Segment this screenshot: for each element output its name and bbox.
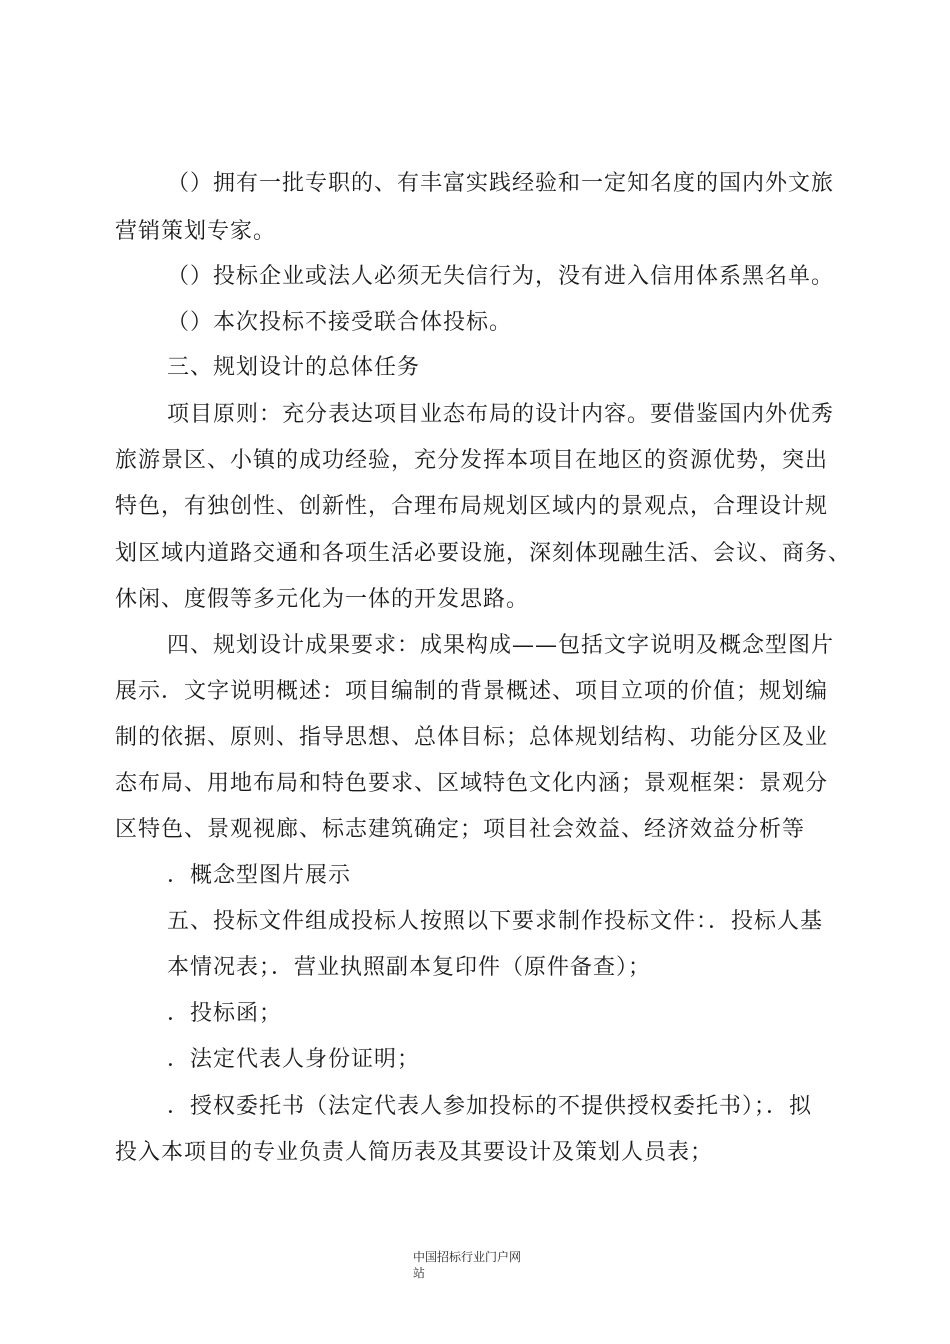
paragraph-line: （）投标企业或法人必须无失信行为，没有进入信用体系黑名单。 [167,264,835,289]
paragraph-line: 营销策划专家。 [115,219,277,244]
paragraph-line: 本情况表；．营业执照副本复印件（原件备查）； [167,955,652,980]
list-item: ．授权委托书（法定代表人参加投标的不提供授权委托书）；．拟 [167,1094,813,1119]
section-heading: 五、投标文件组成投标人按照以下要求制作投标文件：．投标人基 [167,909,824,934]
paragraph-line: 划区域内道路交通和各项生活必要设施，深刻体现融生活、会议、商务、 [115,541,852,566]
paragraph-line: （）本次投标不接受联合体投标。 [167,310,513,335]
paragraph-line: （）拥有一批专职的、有丰富实践经验和一定知名度的国内外文旅 [167,171,835,196]
paragraph-line: 项目原则：充分表达项目业态布局的设计内容。要借鉴国内外优秀 [167,402,835,427]
paragraph-line: 展示．文字说明概述：项目编制的背景概述、项目立项的价值；规划编 [115,679,829,704]
list-item: ．投标函； [167,1001,283,1026]
list-item: ．概念型图片展示 [167,863,352,888]
paragraph-line: 区特色、景观视廊、标志建筑确定；项目社会效益、经济效益分析等 [115,817,806,842]
footer-line: 中国招标行业门户网 [413,1250,522,1264]
paragraph-line: 投入本项目的专业负责人简历表及其要设计及策划人员表； [115,1140,714,1165]
section-heading: 四、规划设计成果要求：成果构成——包括文字说明及概念型图片 [167,633,835,658]
paragraph-line: 休闲、度假等多元化为一体的开发思路。 [115,587,530,612]
footer-line: 站 [413,1266,426,1280]
list-item: ．法定代表人身份证明； [167,1047,421,1072]
paragraph-line: 特色，有独创性、创新性，合理布局规划区域内的景观点，合理设计规 [115,494,829,519]
paragraph-line: 态布局、用地布局和特色要求、区域特色文化内涵；景观框架：景观分 [115,771,829,796]
page-footer [413,1249,521,1281]
paragraph-line: 旅游景区、小镇的成功经验，充分发挥本项目在地区的资源优势，突出 [115,448,829,473]
section-heading: 三、规划设计的总体任务 [167,355,421,380]
paragraph-line: 制的依据、原则、指导思想、总体目标；总体规划结构、功能分区及业 [115,725,829,750]
